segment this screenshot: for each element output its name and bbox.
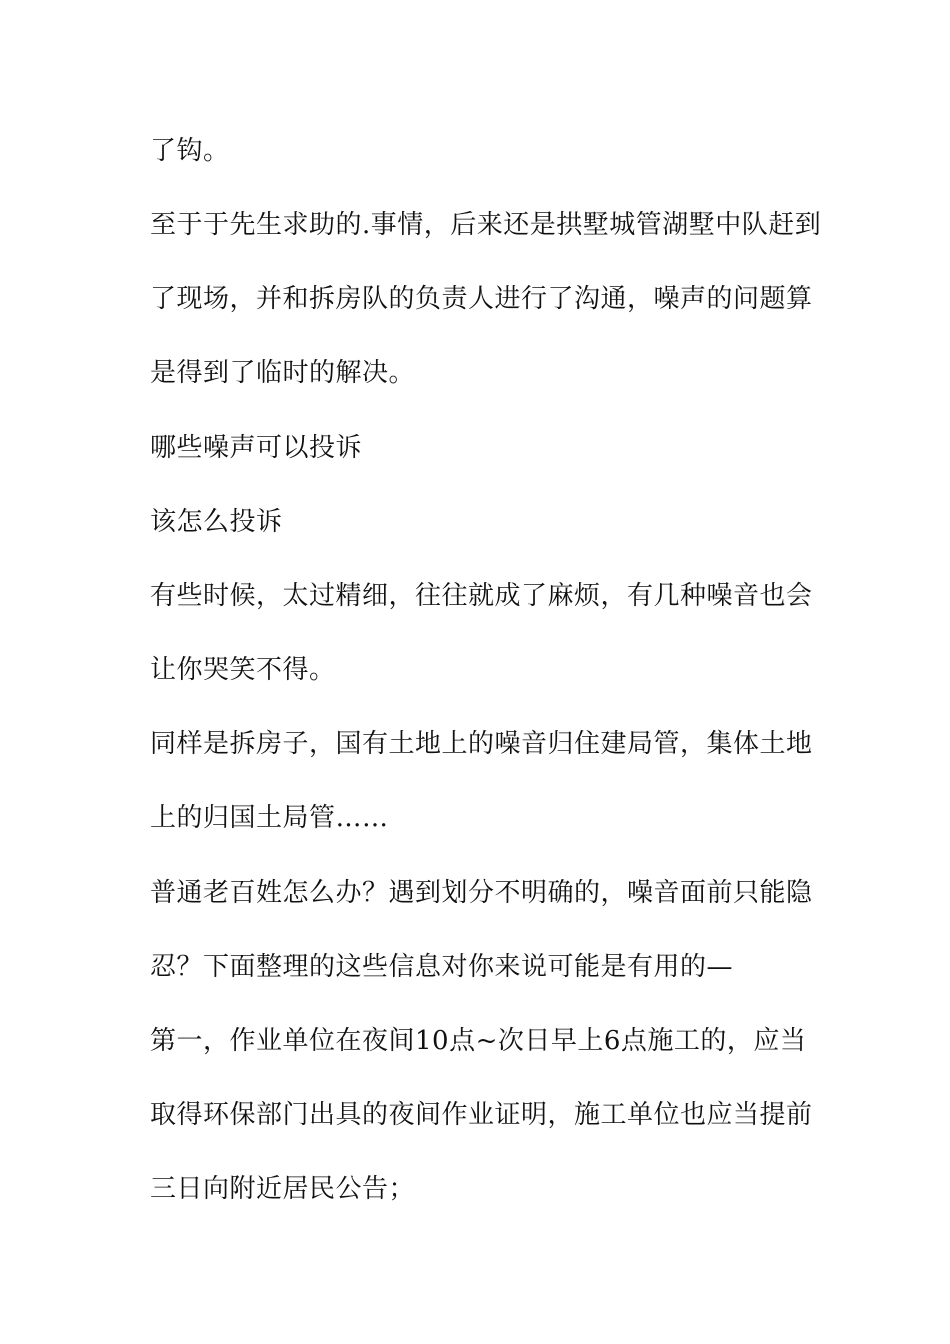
text-line: 让你哭笑不得。 bbox=[150, 655, 336, 685]
text-line: 是得到了临时的解决。 bbox=[150, 358, 416, 388]
text-line: 第一，作业单位在夜间10点~次日早上6点施工的，应当 bbox=[150, 1026, 807, 1056]
text-line: 同样是拆房子，国有土地上的噪音归住建局管，集体土地 bbox=[150, 729, 813, 759]
text-line: 有些时候，太过精细，往往就成了麻烦，有几种噪音也会 bbox=[150, 581, 813, 611]
section-heading: 该怎么投诉 bbox=[150, 507, 283, 537]
text-line: 忍？下面整理的这些信息对你来说可能是有用的— bbox=[150, 952, 734, 982]
text-line: 普通老百姓怎么办？遇到划分不明确的，噪音面前只能隐 bbox=[150, 878, 813, 908]
section-heading: 哪些噪声可以投诉 bbox=[150, 433, 363, 463]
text-line: 三日向附近居民公告； bbox=[150, 1174, 416, 1204]
text-line: 上的归国土局管…… bbox=[150, 803, 389, 833]
text-line: 取得环保部门出具的夜间作业证明，施工单位也应当提前 bbox=[150, 1100, 813, 1130]
text-line: 了现场，并和拆房队的负责人进行了沟通，噪声的问题算 bbox=[150, 284, 813, 314]
text-line: 了钩。 bbox=[150, 136, 230, 166]
text-line: 至于于先生求助的.事情，后来还是拱墅城管湖墅中队赶到 bbox=[150, 210, 822, 240]
